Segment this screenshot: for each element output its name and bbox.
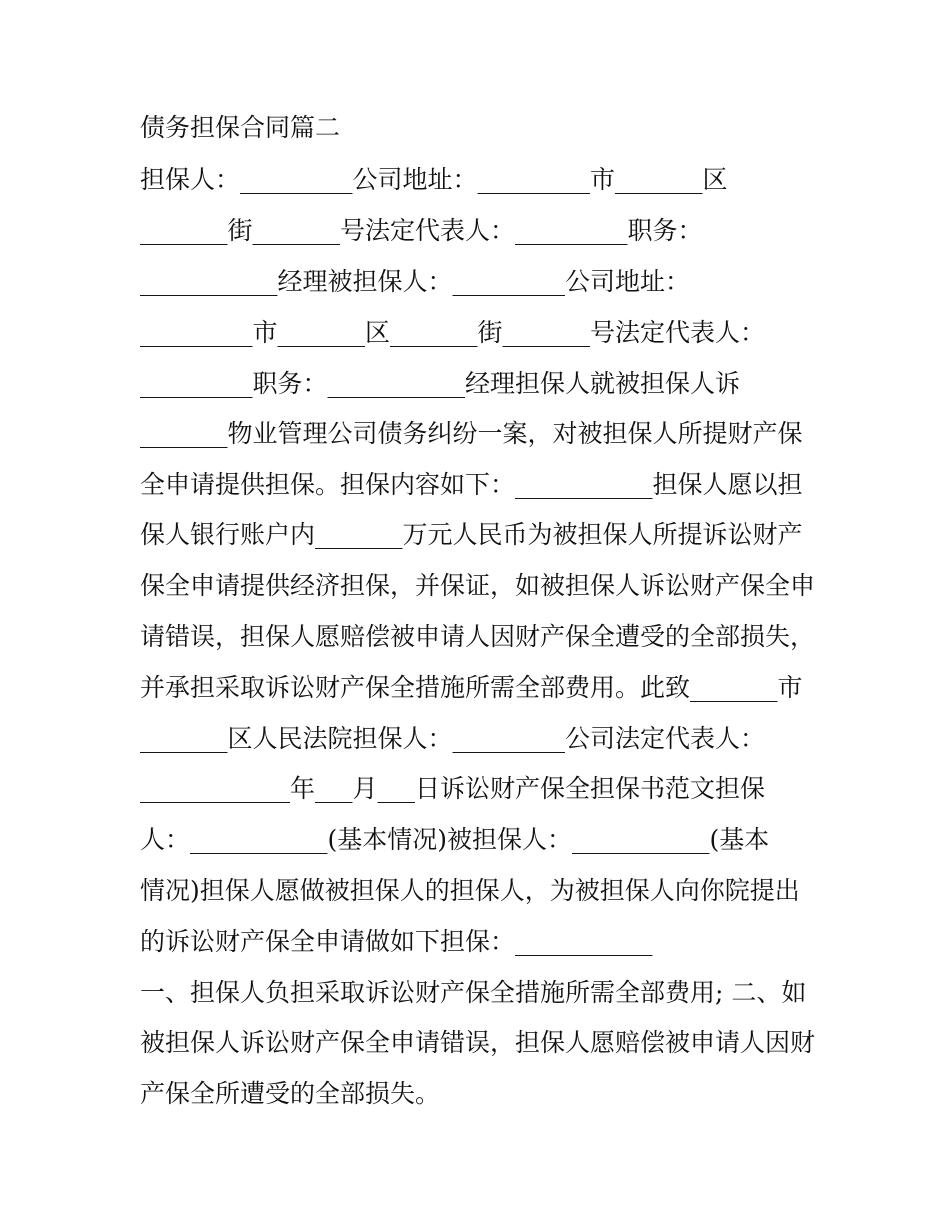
text-line: _______物业管理公司债务纠纷一案，对被担保人所提财产保	[140, 419, 803, 448]
text-line: 并承担采取诉讼财产保全措施所需全部费用。此致_______市	[140, 673, 803, 702]
text-line: 被担保人诉讼财产保全申请错误，担保人愿赔偿被申请人因财	[140, 1028, 816, 1057]
text-line: 一、担保人负担采取诉讼财产保全措施所需全部费用; 二、如	[140, 978, 807, 1007]
document-title: 债务担保合同篇二	[140, 113, 341, 142]
text-line: 情况)担保人愿做被担保人的担保人，为被担保人向你院提出	[140, 876, 800, 905]
text-line: 产保全所遭受的全部损失。	[140, 1079, 441, 1108]
text-line: 全申请提供担保。担保内容如下：___________担保人愿以担	[140, 470, 803, 499]
text-line: ___________经理被担保人：_________公司地址：	[140, 267, 691, 296]
text-line: ____________年___月___日诉讼财产保全担保书范文担保	[140, 774, 766, 803]
text-line: 保全申请提供经济担保，并保证，如被担保人诉讼财产保全申	[140, 571, 816, 600]
text-line: 请错误，担保人愿赔偿被申请人因财产保全遭受的全部损失，	[140, 622, 816, 651]
text-line: _______区人民法院担保人：_________公司法定代表人：	[140, 724, 766, 753]
text-line: 担保人：_________公司地址：_________市_______区	[140, 165, 728, 194]
text-line: 保人银行账户内_______万元人民币为被担保人所提诉讼财产	[140, 520, 803, 549]
text-line: _______街_______号法定代表人：_________职务：	[140, 216, 703, 245]
text-line: _________职务：___________经理担保人就被担保人诉	[140, 369, 741, 398]
text-line: 人：___________(基本情况)被担保人：___________(基本	[140, 825, 770, 854]
text-line: _________市_______区_______街_______号法定代表人：	[140, 318, 766, 347]
text-line: 的诉讼财产保全申请做如下担保：___________	[140, 927, 653, 956]
